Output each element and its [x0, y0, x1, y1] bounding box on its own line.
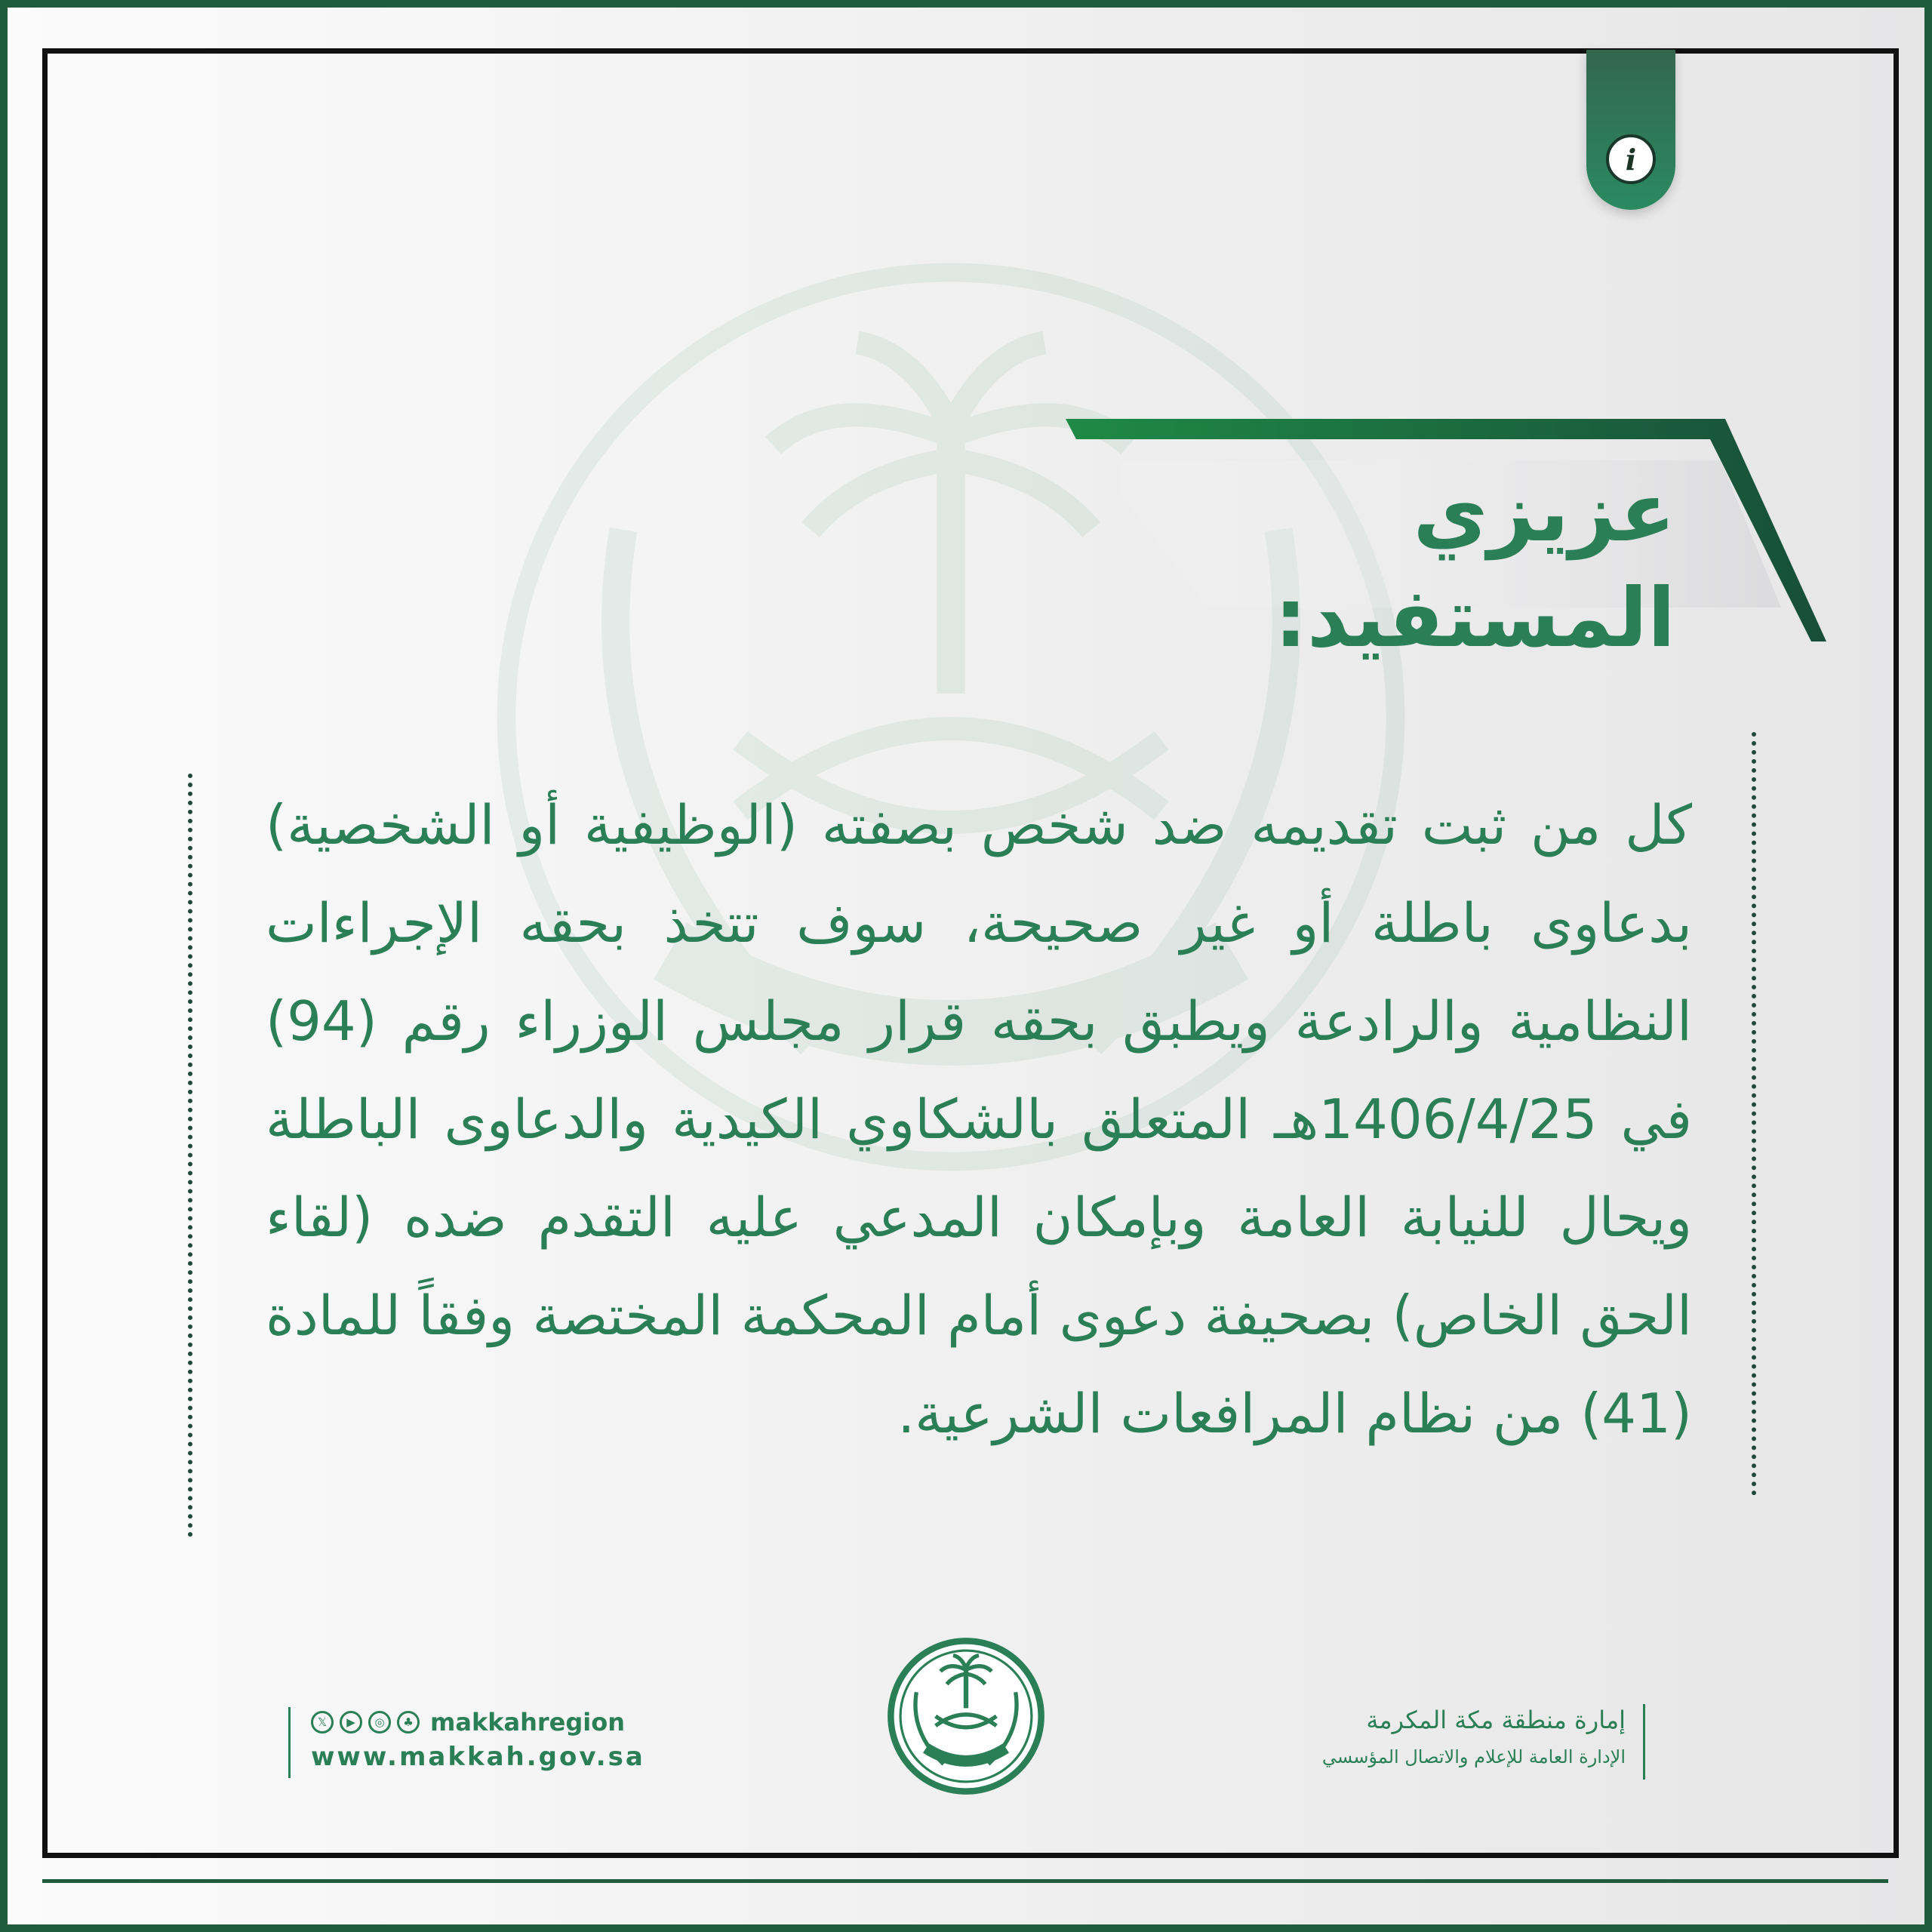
instagram-icon[interactable]: ◎: [368, 1711, 391, 1734]
social-handle-row: [311, 1707, 625, 1737]
info-icon: i: [1606, 134, 1656, 184]
footer-organisation: [1208, 1704, 1645, 1780]
organisation-name: إمارة منطقة مكة المكرمة: [1366, 1706, 1626, 1734]
footer-divider-left: [288, 1707, 291, 1778]
organisation-department: الإدارة العامة للإعلام والاتصال المؤسسي: [1321, 1746, 1626, 1767]
bottom-rule: [42, 1879, 1888, 1883]
info-tab: [1586, 50, 1675, 210]
social-handle[interactable]: makkahregion: [430, 1708, 625, 1737]
footer-divider-right: [1643, 1704, 1645, 1780]
saudi-emblem-icon: [886, 1636, 1046, 1796]
notice-body: كل من ثبت تقديمه ضد شخص بصفته (الوظيفية أو الشخصية) بدعاوى باطلة أو غير صحيحة، سوف تتخذ بحقه الإجراءات النظامية والرادعة ويطبق بحقه قرار مجلس الوزراء رقم (94) في 1406/4/25هـ المتعلق بالشكاوي الكيدية والدعاوى الباطلة ويحال للنيابة العامة وبإمكان المدعي عليه التقدم ضده (لقاء الحق الخاص) بصحيفة دعوى أمام المحكمة المختصة وفقاً للمادة (41) من نظام المرافعات الشرعية.: [266, 793, 1692, 1445]
dotted-divider-right: [1752, 732, 1756, 1496]
website-link[interactable]: www.makkah.gov.sa: [311, 1742, 645, 1772]
snapchat-icon[interactable]: ♣: [397, 1711, 420, 1734]
dotted-divider-left: [188, 774, 192, 1537]
youtube-icon[interactable]: ▶: [340, 1711, 362, 1734]
page-title: عزيزي المستفيد:: [1274, 466, 1675, 666]
x-icon[interactable]: 𝕏: [311, 1711, 334, 1734]
footer-social: [288, 1707, 643, 1778]
